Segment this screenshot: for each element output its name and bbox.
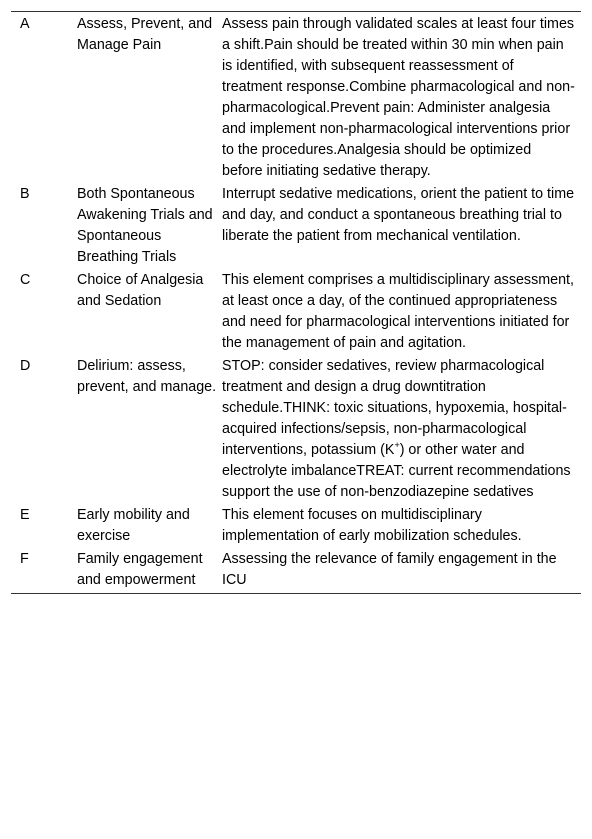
row-element-name: Both Spontaneous Awakening Trials and Spontaneous Breathing Trials [77,186,213,265]
row-description: This element focuses on multidisciplinary implementation of early mobilization schedules. [222,507,522,544]
table-row [11,354,581,503]
row-letter: F [20,551,29,567]
row-letter: B [20,186,30,202]
row-element-name: Early mobility and exercise [77,507,190,544]
potassium-charge-superscript: + [394,440,400,451]
row-element-name: Assess, Prevent, and Manage Pain [77,16,213,53]
row-description: This element comprises a multidisciplinary assessment, at least once a day, of the continued appropriateness and need for pharmacological interventions initiated for the management of pain and agitation. [222,272,574,351]
table-row [11,503,581,547]
row-element-name: Delirium: assess, prevent, and manage. [77,358,217,395]
abcdef-bundle-table [11,11,581,594]
table-row [11,182,581,268]
row-letter: E [20,507,30,523]
table-row [11,547,581,594]
description-text-after-superscript: ) or other water and electrolyte imbalanceTREAT: current recommendations support the use of non-benzodiazepine sedatives [222,442,571,500]
row-description: Interrupt sedative medications, orient the patient to time and day, and conduct a spontaneous breathing trial to liberate the patient from mechanical ventilation. [222,186,575,244]
description-text-before-superscript: STOP: consider sedatives, review pharmacological treatment and design a drug downtitration schedule.THINK: toxic situations, hypoxemia, hospital-acquired infections/sepsis, non-pharmacological interventions, potassium (K [222,358,567,458]
bundle-table [11,11,581,594]
row-letter: C [20,272,31,288]
row-description: Assess pain through validated scales at least four times a shift.Pain should be treated within 30 min when pain is identified, with subsequent reassessment of treatment response.Combine pharmacological and non-pharmacological.Prevent pain: Administer analgesia and implement non-pharmacological interventions prior to the procedures.Analgesia should be optimized before initiating sedative therapy. [222,16,575,179]
row-letter: A [20,16,30,32]
table-row [11,268,581,354]
row-element-name: Family engagement and empowerment [77,551,203,588]
table-row [11,12,581,183]
row-element-name: Choice of Analgesia and Sedation [77,272,204,309]
row-description [222,354,581,503]
row-letter: D [20,358,31,374]
row-description: Assessing the relevance of family engagement in the ICU [222,551,557,588]
